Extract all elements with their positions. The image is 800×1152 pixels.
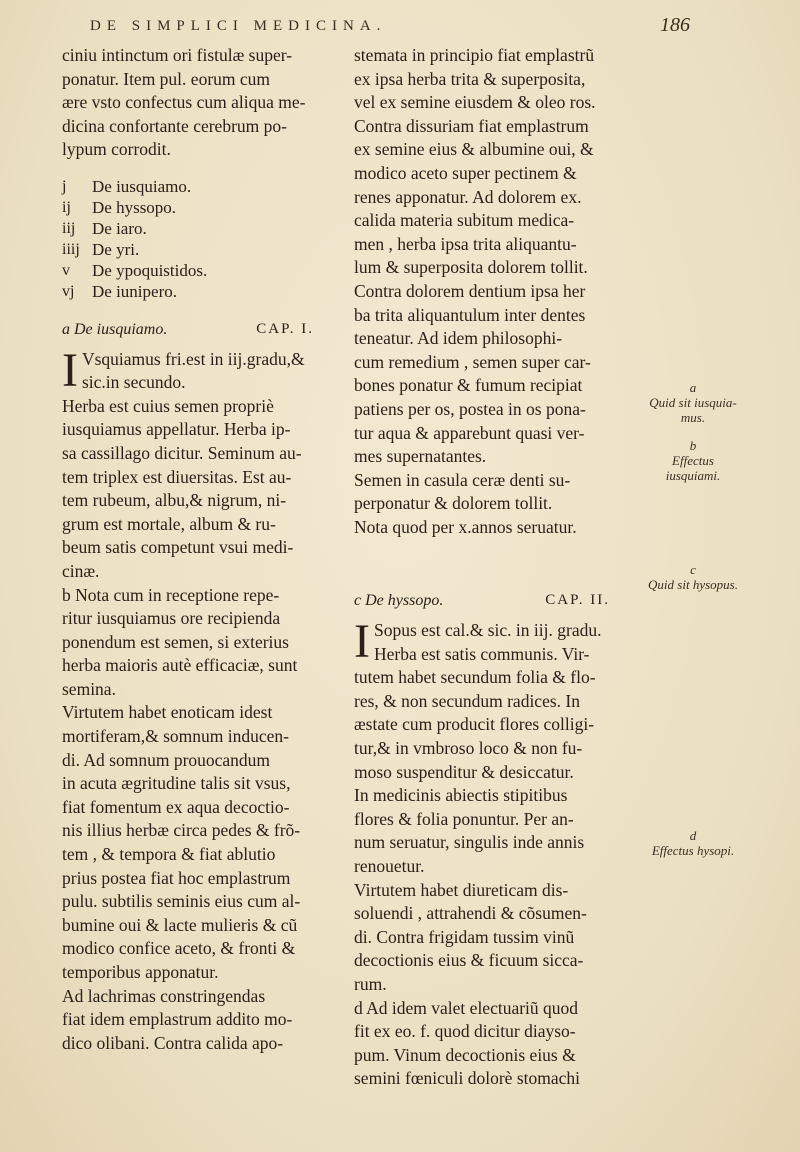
text-line: bones ponatur & fumum recipiat <box>354 375 583 396</box>
page-number: 186 <box>660 14 690 36</box>
text-line: tem triplex est diuersitas. Est au- <box>62 466 292 487</box>
chapter-heading <box>62 318 334 342</box>
text-line: flores & folia ponuntur. Per an- <box>354 808 574 829</box>
text-line: d Ad idem valet electuariũ quod <box>354 997 579 1018</box>
text-line: temporibus apponatur. <box>62 962 219 982</box>
list-number: ij <box>62 198 71 216</box>
text-line: di. Contra frigidam tussim vinũ <box>354 926 575 947</box>
margin-note <box>648 828 738 858</box>
text-line: res, & non secundum radices. In <box>354 690 580 711</box>
text-line: sic.in secundo. <box>81 372 186 393</box>
chapter-list <box>62 176 334 302</box>
drop-cap: I <box>354 615 370 669</box>
chapter-heading <box>354 589 630 613</box>
chapter-opening <box>354 615 630 669</box>
text-line: fiat fomentum ex aqua decoctio- <box>62 796 290 817</box>
chapter-number: CAP. II. <box>545 592 610 609</box>
text-line: b Nota cum in receptione repe- <box>62 584 280 605</box>
text-line: renouetur. <box>354 856 425 876</box>
text-line: fit ex eo. f. quod dicitur diayso- <box>354 1021 576 1042</box>
text-line: semina. <box>62 678 116 699</box>
list-item <box>62 239 334 260</box>
list-text: De iusquiamo. <box>92 176 192 196</box>
text-line: num seruatur, singulis inde annis <box>354 832 585 853</box>
drop-cap: I <box>62 343 78 397</box>
list-text: De yri. <box>92 239 140 259</box>
text-line: mortiferam,& somnum inducen- <box>62 726 289 747</box>
left-body <box>62 395 334 1056</box>
text-line: iusquiamus appellatur. Herba ip- <box>62 419 291 440</box>
text-line: decoctionis eius & ficuum sicca- <box>354 950 584 971</box>
margin-text: Quid sit hysopus. <box>648 577 738 592</box>
text-line: stemata in principio fiat emplastrũ <box>354 45 595 65</box>
text-line: fiat idem emplastrum addito mo- <box>62 1009 293 1030</box>
text-line: Vsquiamus fri.est in iij.gradu,& <box>81 348 305 369</box>
list-number: iij <box>62 219 76 237</box>
text-line: lum & superposita dolorem tollit. <box>354 257 588 278</box>
text-line: beum satis competunt vsui medi- <box>62 537 294 558</box>
text-line: patiens per os, postea in os pona- <box>354 398 586 419</box>
text-line: Sopus est cal.& sic. in iij. gradu. <box>373 620 602 641</box>
right-column <box>354 44 630 1091</box>
chapter-title <box>354 589 443 613</box>
text-line: Herba est cuius semen propriè <box>62 395 274 416</box>
text-line: tur aqua & apparebunt quasi ver- <box>354 422 585 443</box>
list-text: De iunipero. <box>92 281 177 301</box>
list-text: De ypoquistidos. <box>92 260 208 280</box>
text-line: cinæ. <box>62 560 100 581</box>
text-line: ex ipsa herba trita & superposita, <box>354 68 586 89</box>
text-line: Semen in casula ceræ denti su- <box>354 469 571 490</box>
text-line: ære vsto confectus cum aliqua me- <box>62 92 306 113</box>
text-line: moso suspenditur & desiccatur. <box>354 761 574 782</box>
margin-letter: b <box>689 438 697 453</box>
chapter-name: De iusquiamo. <box>74 320 168 338</box>
text-line: semini fœniculi dolorè stomachi <box>354 1068 580 1089</box>
margin-text: Quid sit iusquia-mus. <box>649 395 737 425</box>
text-line: æstate cum producit flores colligi- <box>354 714 595 735</box>
text-line: mes supernatantes. <box>354 446 487 467</box>
text-line: tur,& in vmbroso loco & non fu- <box>354 738 583 759</box>
text-line: tutem habet secundum folia & flo- <box>354 667 596 688</box>
margin-note <box>648 562 738 592</box>
text-line: men , herba ipsa trita aliquantu- <box>354 233 577 254</box>
section-marker: a <box>62 320 70 338</box>
margin-letter: c <box>690 562 696 577</box>
list-text: De hyssopo. <box>92 197 177 217</box>
margin-note <box>648 438 738 483</box>
text-line: ponatur. Item pul. eorum cum <box>62 68 271 89</box>
text-line: vel ex semine eiusdem & oleo ros. <box>354 92 596 113</box>
right-body-2 <box>354 666 630 1091</box>
margin-letter: d <box>689 828 697 843</box>
text-line: Virtutem habet enoticam idest <box>62 702 273 723</box>
left-intro <box>62 44 334 162</box>
text-line: ba trita aliquantulum inter dentes <box>354 304 586 325</box>
text-line: In medicinis abiectis stipitibus <box>354 785 568 806</box>
text-line: modico aceto super pectinem & <box>354 162 577 183</box>
margin-text: Effectus iusquiami. <box>665 453 721 483</box>
list-number: j <box>62 177 67 195</box>
margin-letter: a <box>689 380 697 395</box>
list-item <box>62 281 334 302</box>
list-number: vj <box>62 282 75 300</box>
list-item <box>62 197 334 218</box>
text-line: di. Ad somnum prouocandum <box>62 749 271 770</box>
list-number: iiij <box>62 240 80 258</box>
margin-note <box>648 380 738 425</box>
text-line: rum. <box>354 973 387 994</box>
text-line: prius postea fiat hoc emplastrum <box>62 867 291 888</box>
text-line: renes apponatur. Ad dolorem ex. <box>354 186 582 207</box>
running-header <box>90 12 690 40</box>
list-item <box>62 218 334 239</box>
text-line: herba maioris autè efficaciæ, sunt <box>62 655 298 676</box>
text-line: tem rubeum, albu,& nigrum, ni- <box>62 490 287 511</box>
text-line: nis illius herbæ circa pedes & frõ- <box>62 820 301 841</box>
text-line: ritur iusquiamus ore recipienda <box>62 608 281 629</box>
text-line: pum. Vinum decoctionis eius & <box>354 1044 576 1065</box>
text-line: pulu. subtilis seminis eius cum al- <box>62 891 301 912</box>
text-line: Contra dissuriam fiat emplastrum <box>354 115 589 136</box>
text-line: ex semine eius & albumine oui, & <box>354 139 594 160</box>
text-line: perponatur & dolorem tollit. <box>354 493 553 514</box>
text-line: Ad lachrimas constringendas <box>62 985 266 1006</box>
text-line: Herba est satis communis. Vir- <box>373 643 590 664</box>
text-line: soluendi , attrahendi & cõsumen- <box>354 903 587 924</box>
text-line: tem , & tempora & fiat ablutio <box>62 844 276 865</box>
left-column <box>62 44 334 1055</box>
text-line: bumine oui & lacte mulieris & cũ <box>62 914 298 935</box>
text-line: Virtutem habet diureticam dis- <box>354 879 569 900</box>
text-line: sa cassillago dicitur. Seminum au- <box>62 442 302 463</box>
list-text: De iaro. <box>92 218 147 238</box>
running-title: DE SIMPLICI MEDICINA. <box>90 18 387 34</box>
text-line: in acuta ægritudine talis sit vsus, <box>62 773 291 794</box>
text-line: modico confice aceto, & fronti & <box>62 938 296 959</box>
text-line: Contra dolorem dentium ipsa her <box>354 280 586 301</box>
text-line: dicina confortante cerebrum po- <box>62 115 287 136</box>
chapter-opening <box>62 343 334 397</box>
right-body-1 <box>354 44 630 539</box>
text-line: calida materia subitum medica- <box>354 210 575 231</box>
text-line: ciniu intinctum ori fistulæ super- <box>62 45 293 65</box>
chapter-title <box>62 318 167 342</box>
list-number: v <box>62 261 70 279</box>
text-line: ponendum est semen, si exterius <box>62 631 289 652</box>
list-item <box>62 260 334 281</box>
margin-text: Effectus hysopi. <box>651 843 735 858</box>
text-line: teneatur. Ad idem philosophi- <box>354 328 563 349</box>
text-line: grum est mortale, album & ru- <box>62 513 276 534</box>
text-line: Nota quod per x.annos seruatur. <box>354 516 577 537</box>
text-line: lypum corrodit. <box>62 139 171 160</box>
chapter-number: CAP. I. <box>256 320 314 337</box>
section-marker: c <box>354 592 362 610</box>
chapter-name: De hyssopo. <box>365 592 444 610</box>
text-line: dico olibani. Contra calida apo- <box>62 1032 284 1053</box>
list-item <box>62 176 334 197</box>
text-line: cum remedium , semen super car- <box>354 351 591 372</box>
